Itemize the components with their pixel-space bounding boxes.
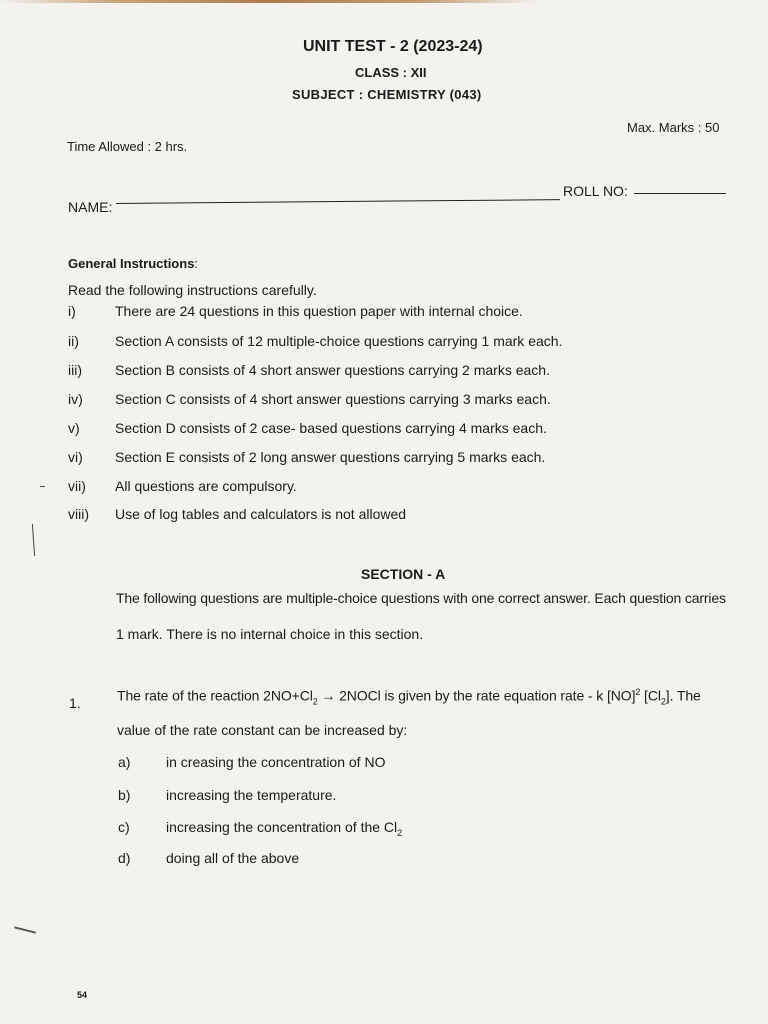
instruction-number: iv): [68, 391, 83, 407]
option-text: increasing the concentration of the $Cl_2$: [166, 819, 403, 838]
option-label: a): [118, 754, 131, 770]
instruction-text: All questions are compulsory.: [115, 478, 297, 494]
instruction-number: viii): [68, 506, 89, 522]
option-label: b): [118, 787, 131, 803]
option-text: in creasing the concentration of NO: [166, 754, 386, 770]
instruction-number: ii): [68, 333, 79, 349]
instruction-text: Section B consists of 4 short answer questions carrying 2 marks each.: [115, 362, 550, 378]
question-text: The rate of the reaction $2NO+Cl_2$ → 2NOCl is given by the rate equation rate - k [NO]$^2$ $[Cl_2]$. The: [117, 687, 701, 707]
instruction-text: Section A consists of 12 multiple-choice questions carrying 1 mark each.: [115, 333, 563, 349]
instructions-intro: Read the following instructions carefully.: [68, 282, 317, 298]
option-label: c): [118, 819, 130, 835]
instruction-text: Use of log tables and calculators is not allowed: [115, 506, 407, 522]
instruction-text: Section E consists of 2 long answer questions carrying 5 marks each.: [115, 449, 546, 465]
section-a-heading: SECTION - A: [361, 566, 446, 582]
margin-ink-mark: [14, 926, 36, 933]
option-text: increasing the temperature.: [166, 787, 337, 803]
option-text: doing all of the above: [166, 850, 300, 866]
margin-scratch: [32, 524, 35, 556]
name-field[interactable]: [116, 199, 560, 204]
roll-no-label: ROLL NO:: [563, 183, 628, 199]
instruction-text: Section C consists of 4 short answer questions carrying 3 marks each.: [115, 391, 551, 407]
time-allowed: Time Allowed : 2 hrs.: [67, 139, 188, 154]
section-a-desc-line2: 1 mark. There is no internal choice in this section.: [116, 626, 424, 642]
test-title: UNIT TEST - 2 (2023-24): [303, 38, 483, 55]
page-top-edge: [0, 0, 768, 3]
instruction-number: vi): [68, 449, 83, 465]
roll-no-field[interactable]: [634, 193, 726, 194]
section-a-desc-line1: The following questions are multiple-choice questions with one correct answer. Each question carries: [116, 590, 726, 606]
instruction-text: Section D consists of 2 case- based questions carrying 4 marks each.: [115, 420, 547, 436]
margin-dash: [40, 486, 45, 487]
max-marks: Max. Marks : 50: [627, 120, 720, 135]
instruction-number: vii): [68, 478, 86, 494]
question-text-line2: value of the rate constant can be increased by:: [117, 722, 408, 738]
question-number: 1.: [69, 695, 81, 711]
instruction-number: i): [68, 303, 76, 319]
instruction-number: v): [68, 420, 80, 436]
instruction-number: iii): [68, 362, 82, 378]
instruction-text: There are 24 questions in this question paper with internal choice.: [115, 303, 523, 319]
subject-label: SUBJECT : CHEMISTRY (043): [292, 87, 482, 102]
option-label: d): [118, 850, 131, 866]
class-label: CLASS : XII: [355, 65, 427, 80]
page-number: 54: [77, 990, 88, 1000]
instructions-heading: General Instructions:: [68, 256, 199, 271]
name-label: NAME:: [68, 199, 113, 215]
